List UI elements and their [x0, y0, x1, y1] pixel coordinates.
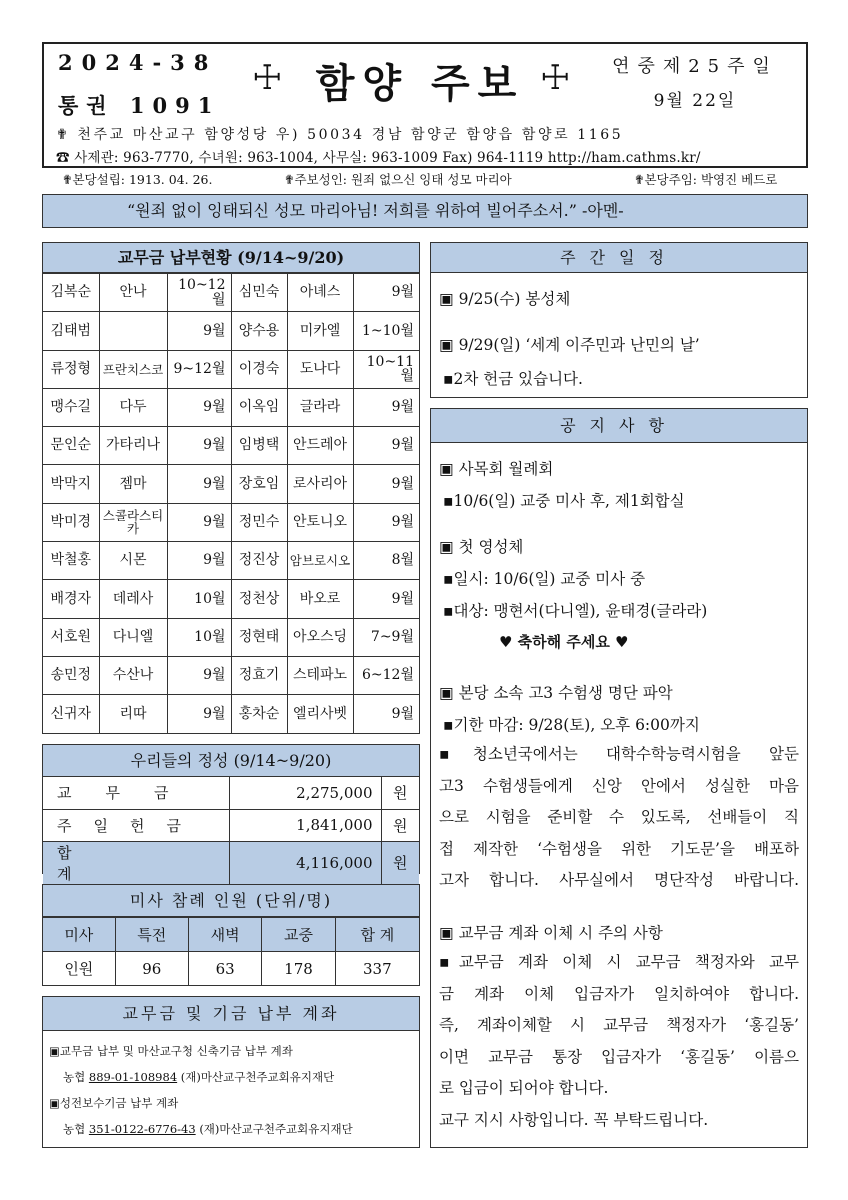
member-name: 배경자: [43, 580, 99, 618]
notice-heading: ▣ 첫 영성체: [439, 538, 524, 556]
baptismal-name: 프란치스코: [99, 350, 167, 388]
account-title: 교무금 및 기금 납부 계좌: [43, 997, 419, 1031]
member-name: 류정형: [43, 350, 99, 388]
table-row: [43, 350, 419, 388]
member-name: 박막지: [43, 465, 99, 503]
mass-title: 미사 참례 인원 (단위/명): [43, 885, 419, 917]
bank-name: 농협: [63, 1070, 86, 1084]
baptismal-name: 로사리아: [287, 465, 353, 503]
account-owner: (재)마산교구천주교회유지재단: [199, 1122, 353, 1136]
paid-months: 1~10월: [353, 312, 419, 350]
schedule-item: ▣ 9/29(일) ‘세계 이주민과 난민의 날’: [439, 336, 700, 354]
cross-icon: ☩: [540, 58, 571, 98]
member-name: 양수용: [231, 312, 287, 350]
notice-heading: ▣ 사목회 월례회: [439, 460, 554, 478]
member-name: 임병택: [231, 427, 287, 465]
paid-months: 7~9월: [353, 618, 419, 656]
pastor: ✟본당주임: 박영진 베드로: [634, 172, 778, 187]
baptismal-name: 리따: [99, 695, 167, 733]
mass-value: 96: [115, 952, 188, 986]
account-detail: [63, 1069, 334, 1085]
baptismal-name: 시몬: [99, 542, 167, 580]
paragraph-line: 즉, 계좌이체할 시 교무금 책정자가 ‘홍길동’: [439, 1016, 799, 1034]
member-name: 정진상: [231, 542, 287, 580]
paid-months: 10월: [167, 580, 231, 618]
table-row: [43, 274, 419, 312]
notice-heading: ▣ 본당 소속 고3 수험생 명단 파악: [439, 684, 673, 702]
bulletin-title: 함양 주보: [315, 60, 525, 107]
masthead: [42, 42, 808, 168]
account-line: ▣성전보수기금 납부 계좌: [49, 1096, 179, 1110]
member-name: 정효기: [231, 656, 287, 694]
baptismal-name: 글라라: [287, 388, 353, 426]
member-name: 이경숙: [231, 350, 287, 388]
offering-label: 주일헌금: [43, 809, 229, 841]
paid-months: 9월: [167, 427, 231, 465]
table-row: [43, 952, 419, 986]
member-name: 김태범: [43, 312, 99, 350]
offerings-box: [42, 744, 420, 883]
founded-date: ✟본당설립: 1913. 04. 26.: [62, 172, 213, 187]
baptismal-name: 미카엘: [287, 312, 353, 350]
paragraph-line: 접 제작한 ‘수험생을 위한 기도문’을 배포하: [439, 839, 799, 858]
offerings-title: 우리들의 정성 (9/14~9/20): [43, 745, 419, 777]
baptismal-name: 스테파노: [287, 656, 353, 694]
liturgical-sunday: 연중제25주일: [612, 56, 778, 77]
baptismal-name: 수산나: [99, 656, 167, 694]
cross-icon: ☩: [252, 58, 283, 98]
offering-unit: 원: [381, 841, 419, 884]
baptismal-name: 바오로: [287, 580, 353, 618]
baptismal-name: 안나: [99, 274, 167, 312]
paid-months: 9월: [353, 695, 419, 733]
account-number: 889-01-108984: [88, 1070, 178, 1084]
table-row: [43, 427, 419, 465]
baptismal-name: 다두: [99, 388, 167, 426]
mass-header: 새벽: [188, 918, 261, 952]
schedule-item: ▪2차 헌금 있습니다.: [443, 370, 583, 388]
baptismal-name: 도나다: [287, 350, 353, 388]
account-line: ▣교무금 납부 및 마산교구청 신축기금 납부 계좌: [49, 1044, 293, 1058]
notice-paragraph: [439, 947, 799, 1136]
baptismal-name: 데레사: [99, 580, 167, 618]
paid-months: 9월: [167, 542, 231, 580]
notice-item: ▪일시: 10/6(일) 교중 미사 중: [443, 570, 646, 588]
notice-paragraph: [439, 739, 799, 897]
table-row: [43, 841, 419, 884]
notice-item: ▪대상: 맹현서(다니엘), 윤태경(글라라): [443, 602, 708, 620]
paid-months: 9월: [353, 388, 419, 426]
table-row: [43, 777, 419, 809]
paid-months: 9~12월: [167, 350, 231, 388]
baptismal-name: 아녜스: [287, 274, 353, 312]
paid-months: 9월: [167, 388, 231, 426]
mass-value: 인원: [43, 952, 115, 986]
offerings-table: [43, 777, 419, 884]
paragraph-line: 교구 지시 사항입니다. 꼭 부탁드립니다.: [439, 1110, 709, 1129]
paid-months: 9월: [167, 465, 231, 503]
member-name: 정민수: [231, 503, 287, 541]
paid-months: 9월: [353, 580, 419, 618]
table-row: [43, 618, 419, 656]
dues-payment-box: [42, 242, 420, 734]
paid-months: 9월: [167, 503, 231, 541]
account-detail: [63, 1121, 353, 1137]
paid-months: 10~11월: [353, 350, 419, 388]
paid-months: 10월: [167, 618, 231, 656]
table-row: [43, 312, 419, 350]
paid-months: 9월: [353, 274, 419, 312]
paragraph-line: 로 입금이 되어야 합니다.: [439, 1079, 609, 1097]
account-number: 351-0122-6776-43: [88, 1122, 196, 1136]
baptismal-name: 아오스딩: [287, 618, 353, 656]
member-name: 송민정: [43, 656, 99, 694]
baptismal-name: 젬마: [99, 465, 167, 503]
church-address: ✟ 천주교 마산교구 함양성당 우) 50034 경남 함양군 함양읍 함양로 1165: [56, 127, 624, 143]
member-name: 김복순: [43, 274, 99, 312]
paid-months: 9월: [167, 695, 231, 733]
mass-header: 특전: [115, 918, 188, 952]
table-row: [43, 580, 419, 618]
notice-item: ▪기한 마감: 9/28(토), 오후 6:00까지: [443, 716, 700, 734]
member-name: 서호원: [43, 618, 99, 656]
paragraph-line: 금 계좌 이체 입금자가 일치하여야 합니다.: [439, 984, 799, 1003]
bulletin-date: 9월 22일: [653, 91, 737, 111]
paragraph-line: ▪청소년국에서는 대학수학능력시험을 앞둔: [439, 745, 799, 763]
issue-number: 2024-38: [58, 50, 218, 75]
baptismal-name: 다니엘: [99, 618, 167, 656]
member-name: 정천상: [231, 580, 287, 618]
prayer-banner: “원죄 없이 잉태되신 성모 마리아님! 저희를 위하여 빌어주소서.” -아멘-: [42, 194, 808, 228]
mass-table: [43, 917, 419, 986]
baptismal-name: [99, 312, 167, 350]
bank-name: 농협: [63, 1122, 86, 1136]
table-row: [43, 542, 419, 580]
account-owner: (재)마산교구천주교회유지재단: [180, 1070, 335, 1084]
offering-unit: 원: [381, 777, 419, 809]
weekly-title: 주간일정: [431, 243, 807, 273]
member-name: 정현태: [231, 618, 287, 656]
member-name: 이옥임: [231, 388, 287, 426]
member-name: 신귀자: [43, 695, 99, 733]
baptismal-name: 암브로시오: [287, 542, 353, 580]
paid-months: 9월: [167, 656, 231, 694]
paragraph-line: 고3 수험생들에게 신앙 안에서 성실한 마음: [439, 776, 799, 795]
mass-value: 337: [335, 952, 419, 986]
notice-title: 공지사항: [431, 409, 807, 443]
volume-number: 통권 1091: [58, 93, 221, 118]
offering-label: 교무금: [43, 777, 229, 809]
baptismal-name: 스콜라스티카: [99, 503, 167, 541]
table-row: [43, 465, 419, 503]
table-row: [43, 809, 419, 841]
offering-amount: 4,116,000: [229, 841, 381, 884]
member-name: 홍차순: [231, 695, 287, 733]
mass-header: 교중: [262, 918, 335, 952]
baptismal-name: 가타리나: [99, 427, 167, 465]
paragraph-line: ▪교무금 계좌 이체 시 교무금 책정자와 교무: [439, 953, 799, 971]
paid-months: 9월: [353, 465, 419, 503]
table-row: [43, 695, 419, 733]
weekly-schedule-box: [430, 242, 808, 398]
member-name: 장호임: [231, 465, 287, 503]
notice-heading: ▣ 교무금 계좌 이체 시 주의 사항: [439, 924, 663, 942]
patron-saint: ✟주보성인: 원죄 없으신 잉태 성모 마리아: [284, 172, 512, 187]
baptismal-name: 엘리사벳: [287, 695, 353, 733]
paid-months: 9월: [353, 503, 419, 541]
table-row: [43, 503, 419, 541]
offering-label: 합계: [43, 841, 229, 884]
paragraph-line: 으로 시험을 준비할 수 있도록, 선배들이 직: [439, 808, 799, 826]
paid-months: 9월: [167, 312, 231, 350]
notice-box: [430, 408, 808, 1148]
paid-months: 8월: [353, 542, 419, 580]
mass-value: 178: [262, 952, 335, 986]
mass-attendance-box: [42, 884, 420, 986]
church-contact: ☎ 사제관: 963-7770, 수녀원: 963-1004, 사무실: 963-1009 Fax) 964-1119 http://ham.cathms.kr/: [56, 150, 701, 166]
member-name: 박철홍: [43, 542, 99, 580]
table-row: [43, 388, 419, 426]
offering-amount: 1,841,000: [229, 809, 381, 841]
schedule-item: ▣ 9/25(수) 봉성체: [439, 290, 571, 308]
member-name: 박미경: [43, 503, 99, 541]
dues-title: 교무금 납부현황 (9/14~9/20): [43, 243, 419, 273]
paragraph-line: 고자 합니다. 사무실에서 명단작성 바랍니다.: [439, 871, 799, 889]
member-name: 맹수길: [43, 388, 99, 426]
table-row: [43, 918, 419, 952]
member-name: 문인순: [43, 427, 99, 465]
table-row: [43, 656, 419, 694]
offering-amount: 2,275,000: [229, 777, 381, 809]
mass-header: 합 계: [335, 918, 419, 952]
mass-header: 미사: [43, 918, 115, 952]
paragraph-line: 이면 교무금 통장 입금자가 ‘홍길동’ 이름으: [439, 1047, 799, 1066]
paid-months: 9월: [353, 427, 419, 465]
paid-months: 10~12월: [167, 274, 231, 312]
bank-account-box: [42, 996, 420, 1148]
mass-value: 63: [188, 952, 261, 986]
paid-months: 6~12월: [353, 656, 419, 694]
notice-item: ▪10/6(일) 교중 미사 후, 제1회합실: [443, 492, 685, 510]
dues-table: [43, 273, 419, 733]
baptismal-name: 안토니오: [287, 503, 353, 541]
congratulations-text: ♥ 축하해 주세요 ♥: [499, 633, 629, 651]
member-name: 심민숙: [231, 274, 287, 312]
offering-unit: 원: [381, 809, 419, 841]
baptismal-name: 안드레아: [287, 427, 353, 465]
